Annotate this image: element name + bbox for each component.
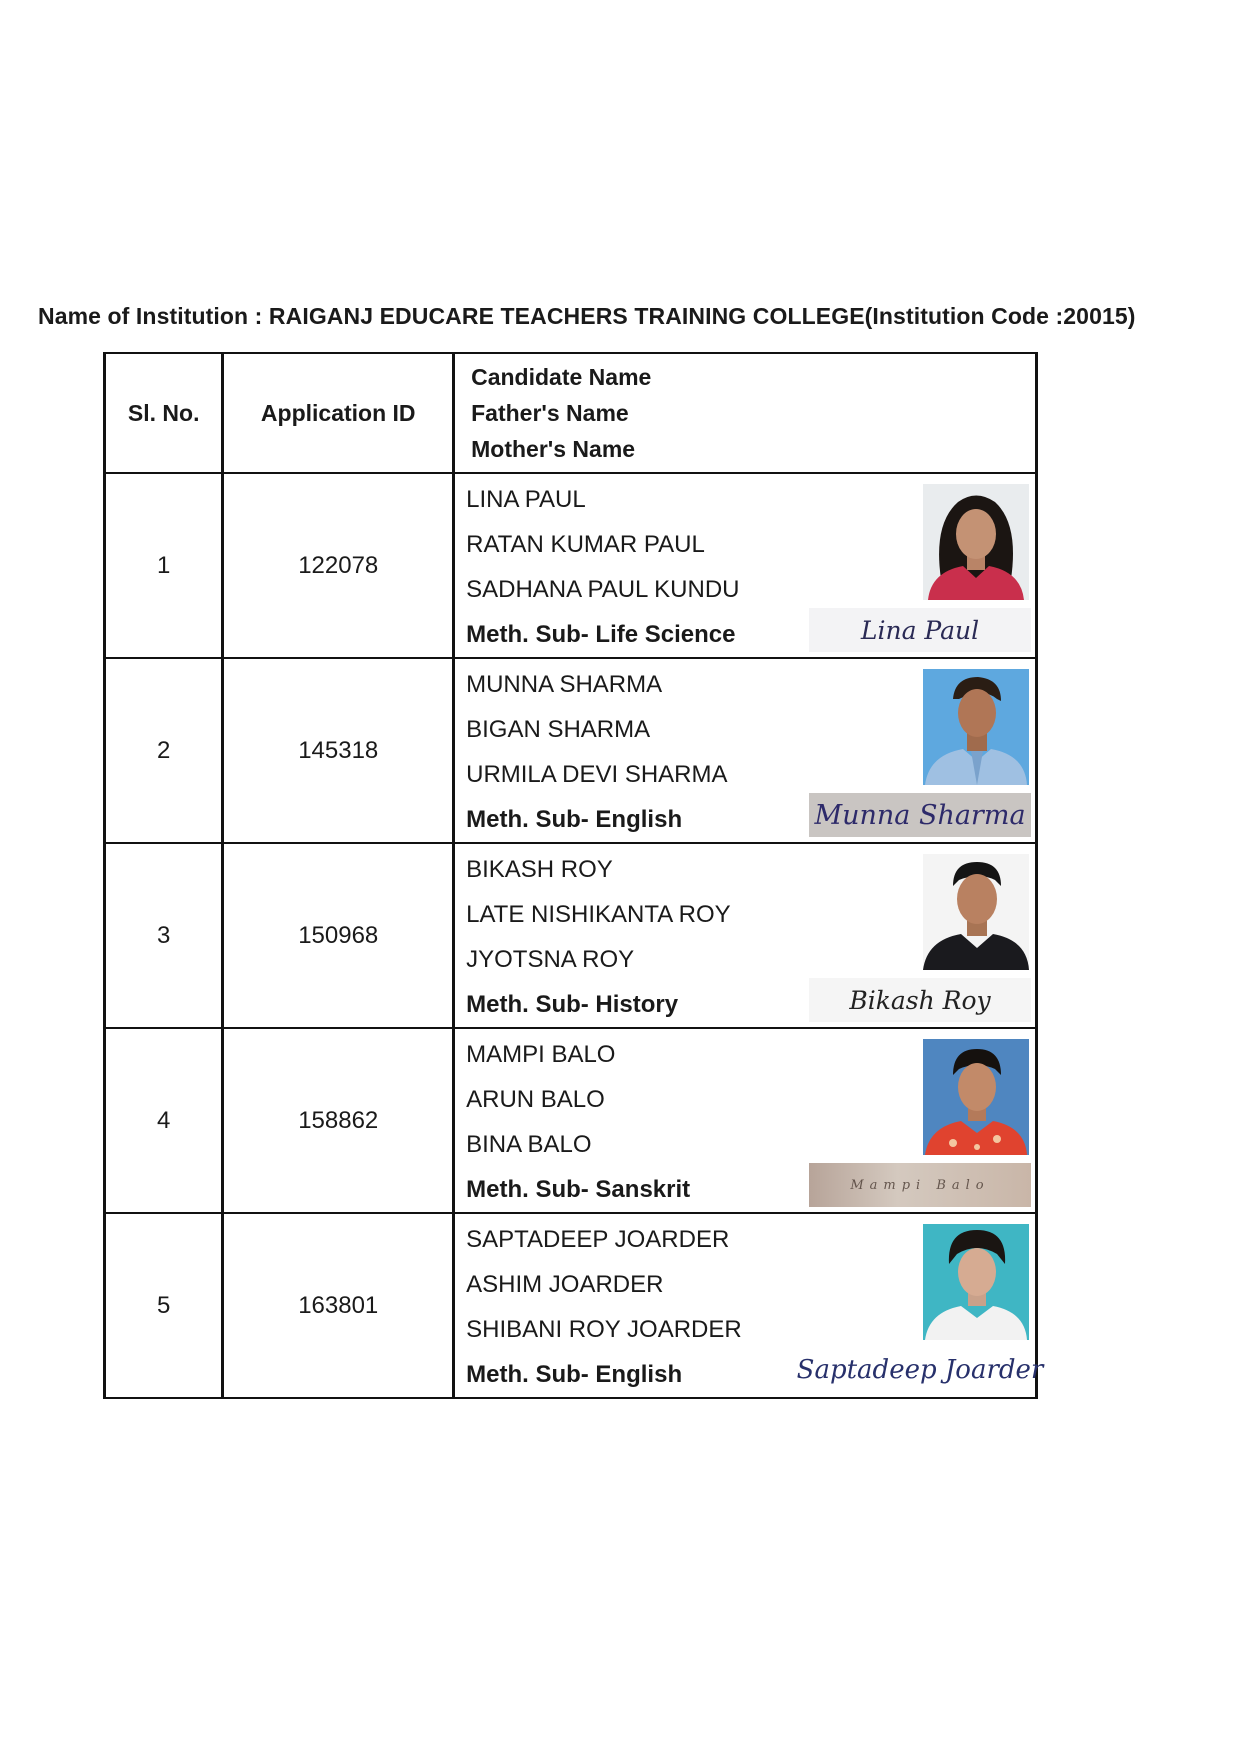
candidate-details-cell: [454, 658, 1037, 843]
header-candidate-details: [454, 353, 1037, 473]
header-fathers-name: Father's Name: [471, 400, 629, 426]
father-name: RATAN KUMAR PAUL: [466, 531, 705, 558]
candidate-signature: Mampi Balo: [809, 1163, 1031, 1207]
father-name: ARUN BALO: [466, 1086, 605, 1113]
application-id-cell: 158862: [223, 1028, 454, 1213]
method-subject: Meth. Sub- Sanskrit: [466, 1176, 691, 1203]
method-subject: Meth. Sub- English: [466, 806, 683, 833]
header-mothers-name: Mother's Name: [471, 436, 636, 462]
sl-no-cell: 5: [105, 1213, 223, 1398]
father-name: BIGAN SHARMA: [466, 716, 651, 743]
candidate-signature: Lina Paul: [809, 608, 1031, 652]
sl-no-cell: 2: [105, 658, 223, 843]
sl-no-cell: 3: [105, 843, 223, 1028]
candidate-signature: Munna Sharma: [809, 793, 1031, 837]
candidate-name: LINA PAUL: [466, 486, 586, 513]
candidate-details-cell: [454, 843, 1037, 1028]
method-subject: Meth. Sub- Life Science: [466, 621, 736, 648]
institution-heading: Name of Institution : RAIGANJ EDUCARE TEACHERS TRAINING COLLEGE(Institution Code :20015): [38, 303, 1136, 329]
header-candidate-name: Candidate Name: [471, 364, 652, 390]
mother-name: URMILA DEVI SHARMA: [466, 761, 728, 788]
table-row: [105, 1213, 1037, 1398]
candidate-photo: [923, 1224, 1029, 1340]
father-name: LATE NISHIKANTA ROY: [466, 901, 731, 928]
header-application-id: Application ID: [223, 353, 454, 473]
mother-name: JYOTSNA ROY: [466, 946, 635, 973]
candidate-photo: [923, 854, 1029, 970]
candidate-name: MAMPI BALO: [466, 1041, 616, 1068]
sl-no-cell: 1: [105, 473, 223, 658]
candidate-details-cell: [454, 473, 1037, 658]
table-row: [105, 843, 1037, 1028]
table-row: [105, 473, 1037, 658]
method-subject: Meth. Sub- English: [466, 1361, 683, 1388]
candidate-details-cell: [454, 1028, 1037, 1213]
candidate-photo: [923, 484, 1029, 600]
sl-no-cell: 4: [105, 1028, 223, 1213]
mother-name: SADHANA PAUL KUNDU: [466, 576, 740, 603]
table-row: [105, 658, 1037, 843]
candidate-table: [103, 352, 1044, 1399]
candidate-details-cell: [454, 1213, 1044, 1398]
candidate-signature: Bikash Roy: [809, 978, 1031, 1022]
table-header-row: [105, 353, 1037, 473]
application-id-cell: 150968: [223, 843, 454, 1028]
father-name: ASHIM JOARDER: [466, 1271, 664, 1298]
mother-name: BINA BALO: [466, 1131, 592, 1158]
application-id-cell: 145318: [223, 658, 454, 843]
header-sl-no: Sl. No.: [105, 353, 223, 473]
mother-name: SHIBANI ROY JOARDER: [466, 1316, 742, 1343]
candidate-photo: [923, 669, 1029, 785]
candidate-photo: [923, 1039, 1029, 1155]
candidate-name: MUNNA SHARMA: [466, 671, 663, 698]
method-subject: Meth. Sub- History: [466, 991, 679, 1018]
candidate-name: SAPTADEEP JOARDER: [466, 1226, 730, 1253]
table-row: [105, 1028, 1037, 1213]
candidate-signature: Saptadeep Joarder: [796, 1355, 1044, 1385]
candidate-name: BIKASH ROY: [466, 856, 613, 883]
application-id-cell: 122078: [223, 473, 454, 658]
application-id-cell: 163801: [223, 1213, 454, 1398]
